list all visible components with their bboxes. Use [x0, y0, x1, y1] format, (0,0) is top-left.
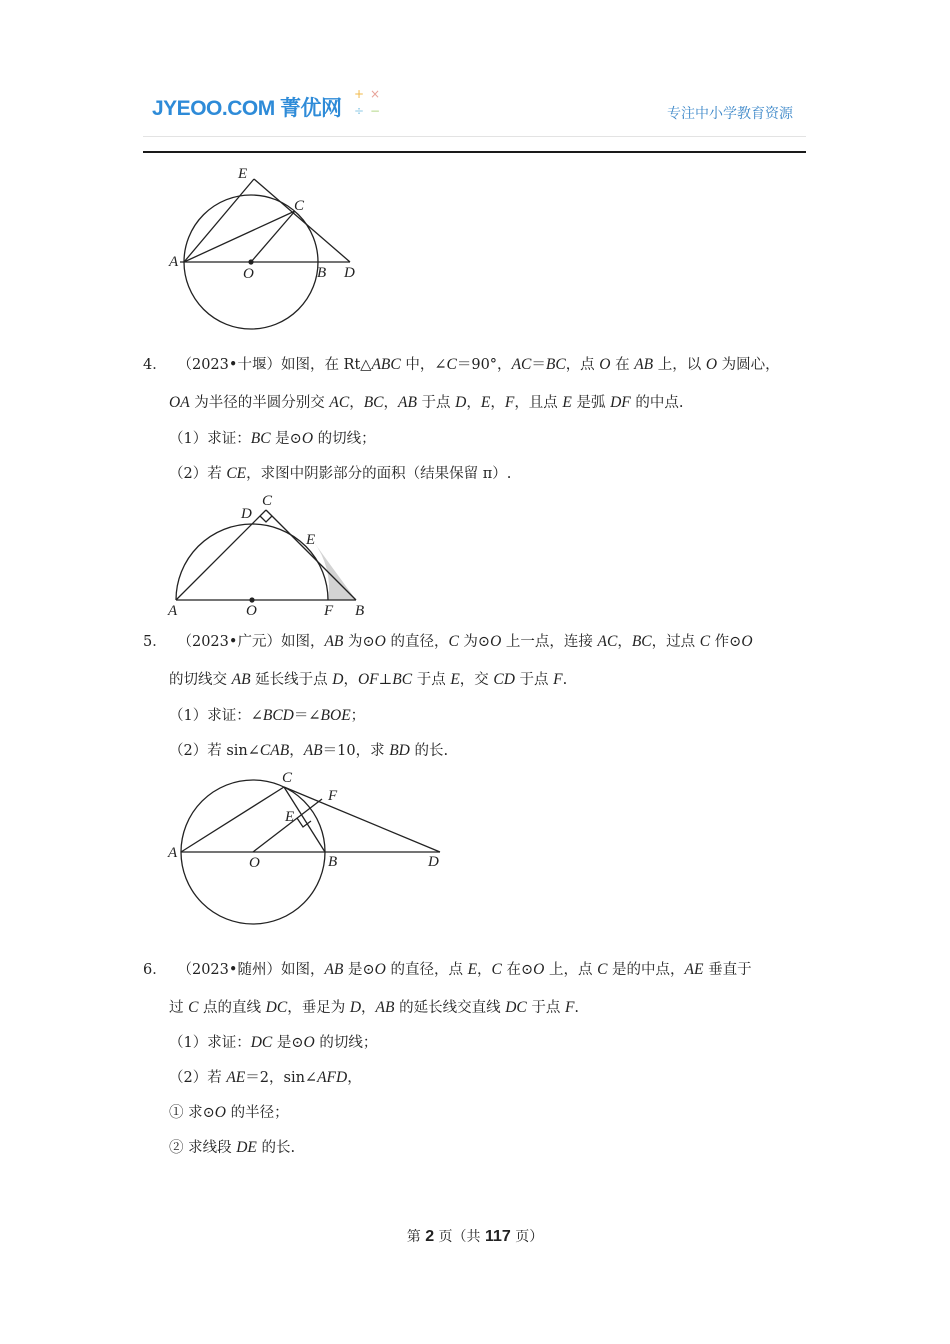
label-d: D [241, 506, 252, 522]
label-c: C [294, 198, 305, 214]
jyeoo-logo: JYEOO.COM 菁优网 [152, 97, 342, 120]
label-o: O [243, 266, 254, 282]
label-e: E [285, 809, 295, 825]
label-f: F [328, 788, 338, 804]
line-oc [251, 211, 295, 262]
center-point [248, 259, 253, 264]
label-d: D [344, 265, 355, 281]
label-o: O [246, 603, 257, 619]
header-slogan: 专注中小学教育资源 [667, 106, 793, 122]
q5-line-1: 5． （2023•广元）如图，AB 为⊙O 的直径，C 为⊙O 上一点，连接 AC，BC，过点 C 作⊙O [143, 633, 753, 650]
label-c: C [262, 493, 273, 509]
line-ac [176, 510, 266, 600]
line-cd-tangent [284, 787, 440, 852]
label-e: E [238, 166, 248, 182]
label-a: A [169, 254, 179, 270]
label-c: C [282, 770, 293, 786]
q4-part-2: （2）若 CE，求图中阴影部分的面积（结果保留 π）. [169, 465, 512, 482]
page-footer: 第 2 页（共 117 页） [406, 1228, 544, 1245]
q5-line-2: 的切线交 AB 延长线于点 D，OF⊥BC 于点 E，交 CD 于点 F. [169, 671, 568, 688]
q6-part-1: （1）求证：DC 是⊙O 的切线； [169, 1034, 378, 1051]
q4-line-2: OA 为半径的半圆分别交 AC，BC，AB 于点 D，E，F，且点 E 是弧 DF 的中点. [169, 394, 684, 411]
page-header [143, 80, 806, 152]
q6-line-1: 6． （2023•随州）如图，AB 是⊙O 的直径，点 E，C 在⊙O 上，点 C 是的中点，AE 垂直于 [143, 961, 752, 978]
label-b: B [328, 854, 338, 870]
label-b: B [317, 265, 327, 281]
figure-1-circle-tangent [160, 160, 375, 338]
label-f: F [324, 603, 334, 619]
q6-sub-2: ② 求线段 DE 的长. [169, 1139, 296, 1156]
label-o: O [249, 855, 260, 871]
q4-part-1: （1）求证：BC 是⊙O 的切线； [169, 430, 376, 447]
line-ac [181, 787, 284, 852]
line-cb [266, 510, 356, 600]
label-a: A [168, 603, 178, 619]
label-e: E [306, 532, 316, 548]
q5-part-2: （2）若 sin∠CAB，AB＝10，求 BD 的长. [169, 742, 449, 759]
q5-part-1: （1）求证：∠BCD＝∠BOE； [169, 707, 366, 724]
right-angle-mark [260, 516, 272, 522]
center-point [249, 597, 254, 602]
label-b: B [355, 603, 365, 619]
figure-3-circle-tangent-line [162, 764, 447, 930]
line-ed [254, 179, 350, 262]
header-divider-thin [143, 136, 806, 137]
figure-2-semicircle-shaded [162, 488, 372, 620]
q6-sub-1: ① 求⊙O 的半径； [169, 1104, 289, 1121]
line-ae [184, 179, 254, 262]
header-divider [143, 151, 806, 153]
q6-line-2: 过 C 点的直线 DC，垂足为 D，AB 的延长线交直线 DC 于点 F. [169, 999, 580, 1016]
total-pages: 117 [485, 1228, 511, 1245]
line-of [253, 799, 322, 852]
q6-part-2: （2）若 AE＝2，sin∠AFD， [169, 1069, 362, 1086]
label-d: D [428, 854, 439, 870]
shaded-region [313, 541, 356, 600]
label-a: A [168, 845, 178, 861]
math-ops-logo-icon: + × ÷ − [353, 87, 381, 118]
current-page-number: 2 [425, 1228, 435, 1245]
q4-line-1: 4． （2023•十堰）如图，在 Rt△ABC 中，∠C＝90°，AC＝BC，点 O 在 AB 上，以 O 为圆心， [143, 356, 780, 373]
